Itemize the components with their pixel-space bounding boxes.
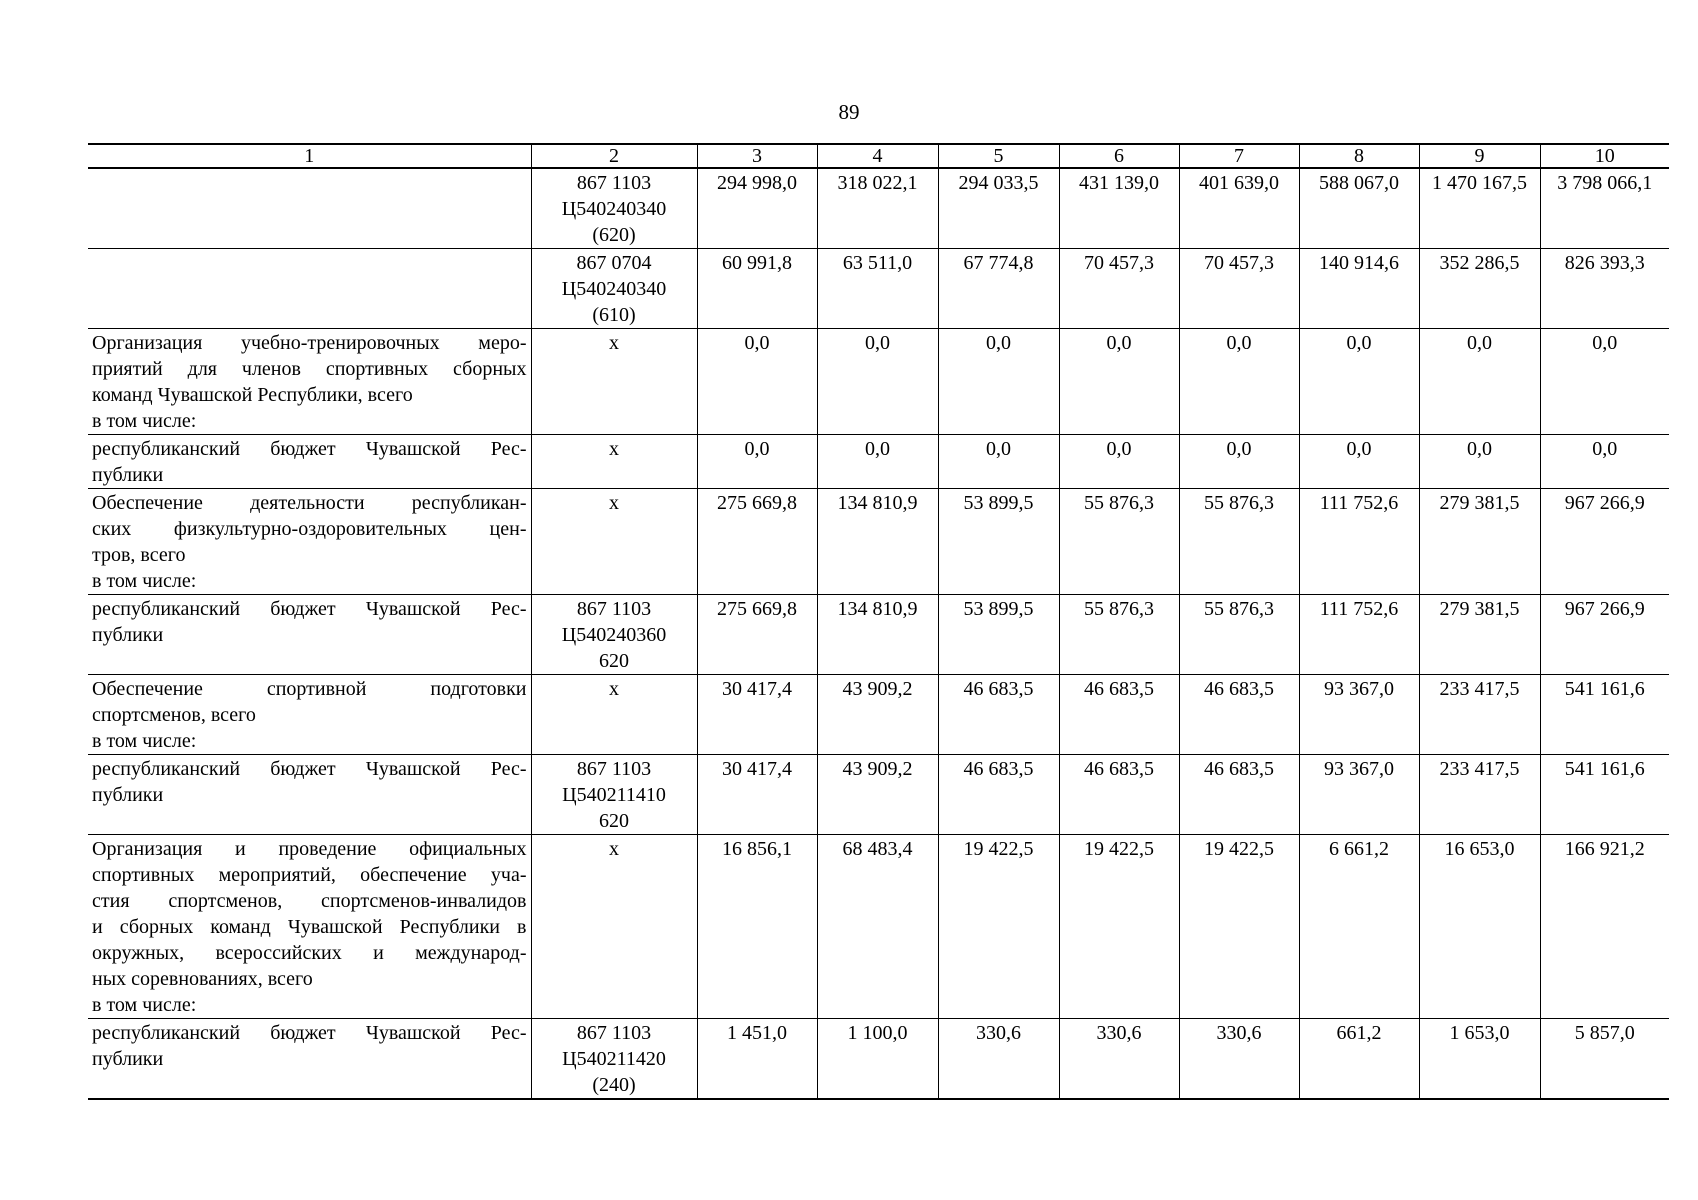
column-number-8: 8 bbox=[1299, 144, 1419, 168]
column-number-7: 7 bbox=[1179, 144, 1299, 168]
value-cell-col-10: 3 798 066,1 bbox=[1540, 168, 1669, 249]
value-cell-col-3: 275 669,8 bbox=[697, 595, 817, 675]
budget-code-cell bbox=[531, 1019, 697, 1100]
value-cell-col-3: 60 991,8 bbox=[697, 249, 817, 329]
budget-code-line: x bbox=[609, 492, 619, 514]
row-name-line: Обеспечение деятельности республикан- bbox=[92, 492, 527, 514]
value-cell-col-5: 330,6 bbox=[938, 1019, 1059, 1100]
value-cell-col-7: 401 639,0 bbox=[1179, 168, 1299, 249]
budget-code-cell bbox=[531, 249, 697, 329]
value-cell-col-6: 0,0 bbox=[1059, 329, 1179, 435]
column-number-10: 10 bbox=[1540, 144, 1669, 168]
row-name-line: Обеспечение спортивной подготовки bbox=[92, 678, 527, 700]
value-cell-col-10: 541 161,6 bbox=[1540, 675, 1669, 755]
value-cell-col-4: 1 100,0 bbox=[817, 1019, 938, 1100]
row-name-cell bbox=[88, 329, 531, 435]
value-cell-col-9: 1 653,0 bbox=[1419, 1019, 1540, 1100]
value-cell-col-6: 46 683,5 bbox=[1059, 675, 1179, 755]
budget-code-line: x bbox=[609, 438, 619, 460]
value-cell-col-10: 5 857,0 bbox=[1540, 1019, 1669, 1100]
value-cell-col-6: 431 139,0 bbox=[1059, 168, 1179, 249]
value-cell-col-5: 53 899,5 bbox=[938, 489, 1059, 595]
row-name-line: и сборных команд Чувашской Республики в bbox=[92, 916, 527, 938]
budget-code-cell bbox=[531, 168, 697, 249]
budget-code-line: Ц540211420 bbox=[562, 1048, 666, 1070]
value-cell-col-4: 43 909,2 bbox=[817, 675, 938, 755]
value-cell-col-6: 46 683,5 bbox=[1059, 755, 1179, 835]
value-cell-col-9: 16 653,0 bbox=[1419, 835, 1540, 1019]
value-cell-col-8: 93 367,0 bbox=[1299, 755, 1419, 835]
budget-code-line: (240) bbox=[592, 1074, 636, 1096]
value-cell-col-4: 63 511,0 bbox=[817, 249, 938, 329]
budget-code-line: Ц540211410 bbox=[562, 784, 666, 806]
value-cell-col-3: 16 856,1 bbox=[697, 835, 817, 1019]
value-cell-col-10: 541 161,6 bbox=[1540, 755, 1669, 835]
table-row bbox=[88, 675, 1669, 755]
column-number-2: 2 bbox=[531, 144, 697, 168]
value-cell-col-6: 55 876,3 bbox=[1059, 489, 1179, 595]
row-name-cell bbox=[88, 595, 531, 675]
value-cell-col-6: 70 457,3 bbox=[1059, 249, 1179, 329]
value-cell-col-7: 55 876,3 bbox=[1179, 595, 1299, 675]
row-name-line: ных соревнованиях, всего bbox=[92, 968, 313, 990]
row-name-line: спортивных мероприятий, обеспечение уча- bbox=[92, 864, 527, 886]
value-cell-col-8: 0,0 bbox=[1299, 329, 1419, 435]
row-name-cell bbox=[88, 489, 531, 595]
value-cell-col-7: 55 876,3 bbox=[1179, 489, 1299, 595]
value-cell-col-7: 46 683,5 bbox=[1179, 755, 1299, 835]
row-name-line: спортсменов, всего bbox=[92, 704, 256, 726]
value-cell-col-4: 43 909,2 bbox=[817, 755, 938, 835]
budget-code-line: x bbox=[609, 678, 619, 700]
value-cell-col-5: 46 683,5 bbox=[938, 755, 1059, 835]
value-cell-col-7: 0,0 bbox=[1179, 435, 1299, 489]
budget-code-line: 867 1103 bbox=[576, 758, 652, 780]
value-cell-col-7: 0,0 bbox=[1179, 329, 1299, 435]
budget-code-cell bbox=[531, 835, 697, 1019]
budget-code-line: 867 1103 bbox=[576, 598, 652, 620]
budget-table bbox=[88, 143, 1669, 1100]
value-cell-col-5: 67 774,8 bbox=[938, 249, 1059, 329]
table-row bbox=[88, 835, 1669, 1019]
value-cell-col-8: 140 914,6 bbox=[1299, 249, 1419, 329]
value-cell-col-9: 0,0 bbox=[1419, 329, 1540, 435]
value-cell-col-8: 588 067,0 bbox=[1299, 168, 1419, 249]
value-cell-col-5: 46 683,5 bbox=[938, 675, 1059, 755]
row-name-line: команд Чувашской Республики, всего bbox=[92, 384, 413, 406]
value-cell-col-8: 661,2 bbox=[1299, 1019, 1419, 1100]
value-cell-col-8: 0,0 bbox=[1299, 435, 1419, 489]
value-cell-col-8: 111 752,6 bbox=[1299, 595, 1419, 675]
value-cell-col-3: 30 417,4 bbox=[697, 675, 817, 755]
budget-code-cell bbox=[531, 435, 697, 489]
budget-code-line: 867 1103 bbox=[576, 1022, 652, 1044]
row-name-cell bbox=[88, 249, 531, 329]
budget-code-cell bbox=[531, 675, 697, 755]
value-cell-col-4: 134 810,9 bbox=[817, 489, 938, 595]
value-cell-col-9: 1 470 167,5 bbox=[1419, 168, 1540, 249]
value-cell-col-8: 6 661,2 bbox=[1299, 835, 1419, 1019]
row-name-cell bbox=[88, 1019, 531, 1100]
value-cell-col-7: 46 683,5 bbox=[1179, 675, 1299, 755]
value-cell-col-3: 294 998,0 bbox=[697, 168, 817, 249]
row-name-cell bbox=[88, 168, 531, 249]
row-name-line: стия спортсменов, спортсменов-инвалидов bbox=[92, 890, 527, 912]
row-name-line: ских физкультурно-оздоровительных цен- bbox=[92, 518, 527, 540]
value-cell-col-5: 53 899,5 bbox=[938, 595, 1059, 675]
value-cell-col-3: 0,0 bbox=[697, 435, 817, 489]
row-name-line: в том числе: bbox=[92, 730, 197, 752]
row-name-line: в том числе: bbox=[92, 570, 197, 592]
value-cell-col-3: 30 417,4 bbox=[697, 755, 817, 835]
column-number-4: 4 bbox=[817, 144, 938, 168]
budget-code-line: (610) bbox=[592, 304, 636, 326]
budget-code-line: x bbox=[609, 332, 619, 354]
row-name-cell bbox=[88, 755, 531, 835]
row-name-line: публики bbox=[92, 464, 164, 486]
value-cell-col-6: 0,0 bbox=[1059, 435, 1179, 489]
budget-code-cell bbox=[531, 329, 697, 435]
value-cell-col-4: 318 022,1 bbox=[817, 168, 938, 249]
budget-code-line: x bbox=[609, 838, 619, 860]
value-cell-col-6: 19 422,5 bbox=[1059, 835, 1179, 1019]
table-row bbox=[88, 1019, 1669, 1100]
row-name-line: Организация учебно-тренировочных меро- bbox=[92, 332, 527, 354]
budget-code-line: (620) bbox=[592, 224, 636, 246]
row-name-cell bbox=[88, 435, 531, 489]
value-cell-col-4: 0,0 bbox=[817, 435, 938, 489]
budget-code-cell bbox=[531, 595, 697, 675]
value-cell-col-5: 19 422,5 bbox=[938, 835, 1059, 1019]
column-number-1: 1 bbox=[88, 144, 531, 168]
value-cell-col-7: 330,6 bbox=[1179, 1019, 1299, 1100]
value-cell-col-4: 134 810,9 bbox=[817, 595, 938, 675]
value-cell-col-9: 352 286,5 bbox=[1419, 249, 1540, 329]
value-cell-col-5: 0,0 bbox=[938, 329, 1059, 435]
table-row bbox=[88, 489, 1669, 595]
value-cell-col-3: 1 451,0 bbox=[697, 1019, 817, 1100]
page-number: 89 bbox=[838, 100, 860, 124]
value-cell-col-4: 0,0 bbox=[817, 329, 938, 435]
table-body bbox=[88, 144, 1669, 1099]
row-name-line: публики bbox=[92, 1048, 164, 1070]
row-name-line: Организация и проведение официальных bbox=[92, 838, 527, 860]
table-row bbox=[88, 329, 1669, 435]
table-row bbox=[88, 595, 1669, 675]
value-cell-col-7: 19 422,5 bbox=[1179, 835, 1299, 1019]
column-number-row bbox=[88, 144, 1669, 168]
value-cell-col-9: 279 381,5 bbox=[1419, 595, 1540, 675]
budget-code-line: 867 0704 bbox=[576, 252, 652, 274]
row-name-line: окружных, всероссийских и международ- bbox=[92, 942, 527, 964]
table-row bbox=[88, 755, 1669, 835]
row-name-line: республиканский бюджет Чувашской Рес- bbox=[92, 1022, 527, 1044]
value-cell-col-9: 0,0 bbox=[1419, 435, 1540, 489]
value-cell-col-10: 967 266,9 bbox=[1540, 595, 1669, 675]
row-name-line: публики bbox=[92, 784, 164, 806]
value-cell-col-10: 0,0 bbox=[1540, 329, 1669, 435]
value-cell-col-6: 330,6 bbox=[1059, 1019, 1179, 1100]
value-cell-col-4: 68 483,4 bbox=[817, 835, 938, 1019]
row-name-cell bbox=[88, 835, 531, 1019]
row-name-line: приятий для членов спортивных сборных bbox=[92, 358, 527, 380]
value-cell-col-8: 111 752,6 bbox=[1299, 489, 1419, 595]
row-name-line: в том числе: bbox=[92, 410, 197, 432]
row-name-line: в том числе: bbox=[92, 994, 197, 1016]
row-name-line: публики bbox=[92, 624, 164, 646]
value-cell-col-9: 233 417,5 bbox=[1419, 675, 1540, 755]
table-row bbox=[88, 168, 1669, 249]
value-cell-col-3: 0,0 bbox=[697, 329, 817, 435]
value-cell-col-10: 826 393,3 bbox=[1540, 249, 1669, 329]
value-cell-col-5: 294 033,5 bbox=[938, 168, 1059, 249]
row-name-line: республиканский бюджет Чувашской Рес- bbox=[92, 598, 527, 620]
row-name-line: республиканский бюджет Чувашской Рес- bbox=[92, 438, 527, 460]
value-cell-col-6: 55 876,3 bbox=[1059, 595, 1179, 675]
value-cell-col-8: 93 367,0 bbox=[1299, 675, 1419, 755]
value-cell-col-7: 70 457,3 bbox=[1179, 249, 1299, 329]
value-cell-col-5: 0,0 bbox=[938, 435, 1059, 489]
budget-code-line: 620 bbox=[599, 650, 629, 672]
budget-code-line: 620 bbox=[599, 810, 629, 832]
budget-code-cell bbox=[531, 489, 697, 595]
value-cell-col-10: 0,0 bbox=[1540, 435, 1669, 489]
column-number-5: 5 bbox=[938, 144, 1059, 168]
budget-code-line: Ц540240340 bbox=[561, 198, 667, 220]
value-cell-col-9: 279 381,5 bbox=[1419, 489, 1540, 595]
value-cell-col-3: 275 669,8 bbox=[697, 489, 817, 595]
column-number-9: 9 bbox=[1419, 144, 1540, 168]
budget-code-line: 867 1103 bbox=[576, 172, 652, 194]
row-name-cell bbox=[88, 675, 531, 755]
table-row bbox=[88, 249, 1669, 329]
row-name-line: тров, всего bbox=[92, 544, 186, 566]
column-number-6: 6 bbox=[1059, 144, 1179, 168]
value-cell-col-10: 166 921,2 bbox=[1540, 835, 1669, 1019]
column-number-3: 3 bbox=[697, 144, 817, 168]
value-cell-col-10: 967 266,9 bbox=[1540, 489, 1669, 595]
budget-code-line: Ц540240360 bbox=[561, 624, 667, 646]
budget-code-line: Ц540240340 bbox=[561, 278, 667, 300]
budget-code-cell bbox=[531, 755, 697, 835]
row-name-line: республиканский бюджет Чувашской Рес- bbox=[92, 758, 527, 780]
table-row bbox=[88, 435, 1669, 489]
value-cell-col-9: 233 417,5 bbox=[1419, 755, 1540, 835]
